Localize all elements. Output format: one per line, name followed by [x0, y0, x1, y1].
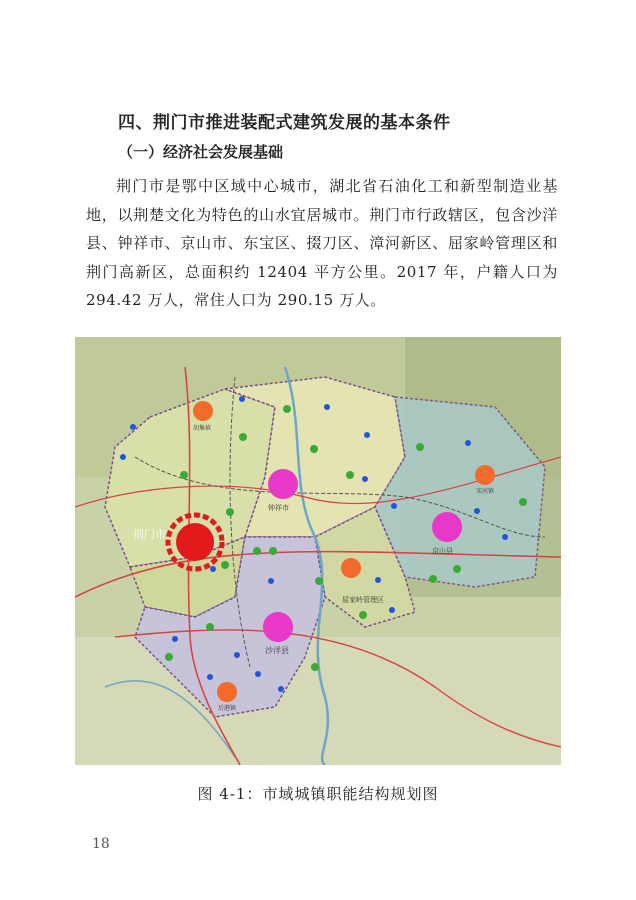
- town-dot: [346, 471, 354, 479]
- town-dot: [221, 561, 229, 569]
- village-dot: [268, 578, 274, 584]
- village-dot: [210, 566, 216, 572]
- town-dot: [429, 575, 437, 583]
- label-jingshan: 京山县: [432, 547, 453, 555]
- page-number: 18: [92, 836, 110, 852]
- town-dot: [180, 471, 188, 479]
- village-dot: [364, 432, 370, 438]
- key-town-east: [475, 465, 495, 485]
- body-paragraph: 荆门市是鄂中区域中心城市，湖北省石油化工和新型制造业基地，以荆楚文化为特色的山水宜居城市。荆门市行政辖区，包含沙洋县、钟祥市、京山市、东宝区、掇刀区、漳河新区、屈家岭管理区和荆门高新区，总面积约 12404 平方公里。2017 年，户籍人口为 294.42 万人，常住人口为 290.15 万人。: [86, 177, 558, 309]
- town-dot: [253, 547, 261, 555]
- village-dot: [362, 476, 368, 482]
- town-dot: [165, 653, 173, 661]
- town-dot: [359, 611, 367, 619]
- village-dot: [207, 674, 213, 680]
- village-dot: [389, 607, 395, 613]
- village-dot: [474, 508, 480, 514]
- town-dot: [311, 663, 319, 671]
- town-dot: [315, 577, 323, 585]
- village-dot: [172, 636, 178, 642]
- county-city-jingshan: [432, 512, 462, 542]
- central-city-core: [176, 523, 214, 561]
- town-dot: [239, 433, 247, 441]
- subsection-heading: （一）经济社会发展基础: [118, 143, 284, 161]
- village-dot: [391, 503, 397, 509]
- town-dot: [310, 445, 318, 453]
- village-dot: [130, 424, 136, 430]
- key-town-south: [217, 682, 237, 702]
- town-dot: [269, 547, 277, 555]
- village-dot: [375, 577, 381, 583]
- county-city-shayang: [263, 612, 293, 642]
- village-dot: [239, 396, 245, 402]
- village-dot: [278, 686, 284, 692]
- label-songhe: 宋河镇: [476, 488, 495, 495]
- village-dot: [465, 440, 471, 446]
- village-dot: [324, 404, 330, 410]
- county-city-zhongxiang: [268, 469, 298, 499]
- town-structure-map: [75, 337, 561, 765]
- section-heading: 四、荆门市推进装配式建筑发展的基本条件: [118, 113, 451, 133]
- key-town-qujialing: [341, 558, 361, 578]
- town-dot: [453, 565, 461, 573]
- key-town-north: [193, 401, 213, 421]
- label-suishu: 胡集镇: [193, 425, 212, 432]
- label-shayang: 沙洋县: [265, 646, 289, 655]
- label-gaoyang: 后港镇: [218, 705, 237, 712]
- town-dot: [416, 443, 424, 451]
- village-dot: [502, 534, 508, 540]
- town-dot: [519, 498, 527, 506]
- label-jingmen: 荆门市: [133, 528, 166, 541]
- label-qujialing: 屈家岭管理区: [342, 596, 384, 604]
- village-dot: [234, 652, 240, 658]
- figure-caption: 图 4-1：市域城镇职能结构规划图: [197, 785, 439, 803]
- label-zhongxiang: 钟祥市: [268, 504, 289, 512]
- town-dot: [206, 623, 214, 631]
- town-dot: [226, 508, 234, 516]
- village-dot: [255, 671, 261, 677]
- village-dot: [120, 454, 126, 460]
- town-dot: [283, 405, 291, 413]
